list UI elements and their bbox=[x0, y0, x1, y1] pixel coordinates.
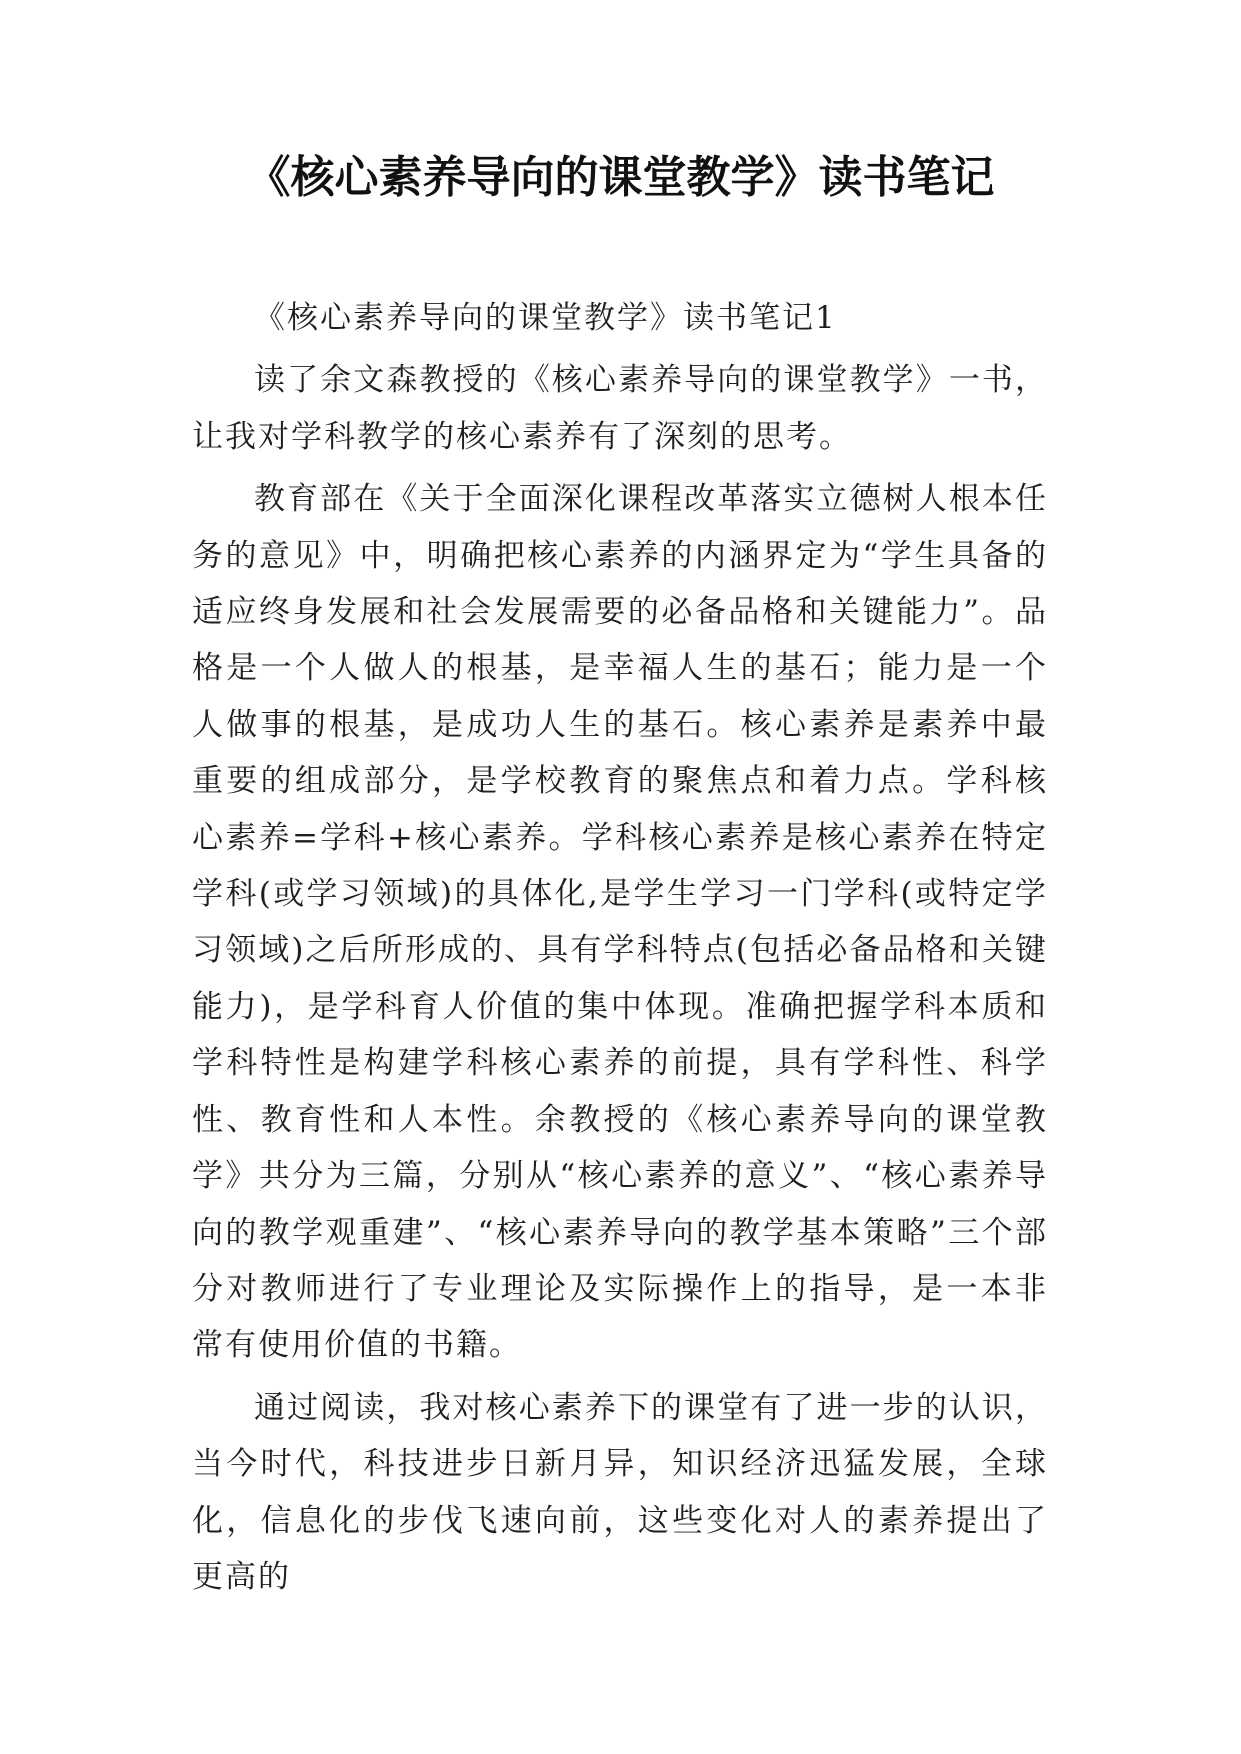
paragraph-1: 读了余文森教授的《核心素养导向的课堂教学》一书，让我对学科教学的核心素养有了深刻的思考。 bbox=[192, 362, 1048, 455]
paragraph-2: 教育部在《关于全面深化课程改革落实立德树人根本任务的意见》中，明确把核心素养的内涵界定为“学生具备的适应终身发展和社会发展需要的必备品格和关键能力”。品格是一个人做人的根基，是幸福人生的基石；能力是一个人做事的根基，是成功人生的基石。核心素养是素养中最重要的组成部分，是学校教育的聚焦点和着力点。学科核心素养=学科+核心素养。学科核心素养是核心素养在特定学科(或学习领域)的具体化,是学生学习一门学科(或特定学习领域)之后所形成的、具有学科特点(包括必备品格和关键能力)，是学科育人价值的集中体现。准确把握学科本质和学科特性是构建学科核心素养的前提，具有学科性、科学性、教育性和人本性。余教授的《核心素养导向的课堂教学》共分为三篇，分别从“核心素养的意义”、“核心素养导向的教学观重建”、“核心素养导向的教学基本策略”三个部分对教师进行了专业理论及实际操作上的指导，是一本非常有使用价值的书籍。 bbox=[192, 481, 1048, 1364]
paragraph-3: 通过阅读，我对核心素养下的课堂有了进一步的认识，当今时代，科技进步日新月异，知识经济迅猛发展，全球化，信息化的步伐飞速向前，这些变化对人的素养提出了更高的 bbox=[192, 1389, 1048, 1595]
document-title: 《核心素养导向的课堂教学》读书笔记 bbox=[246, 152, 995, 203]
document-body bbox=[192, 290, 1048, 1611]
section-heading: 《核心素养导向的课堂教学》读书笔记1 bbox=[254, 300, 837, 336]
